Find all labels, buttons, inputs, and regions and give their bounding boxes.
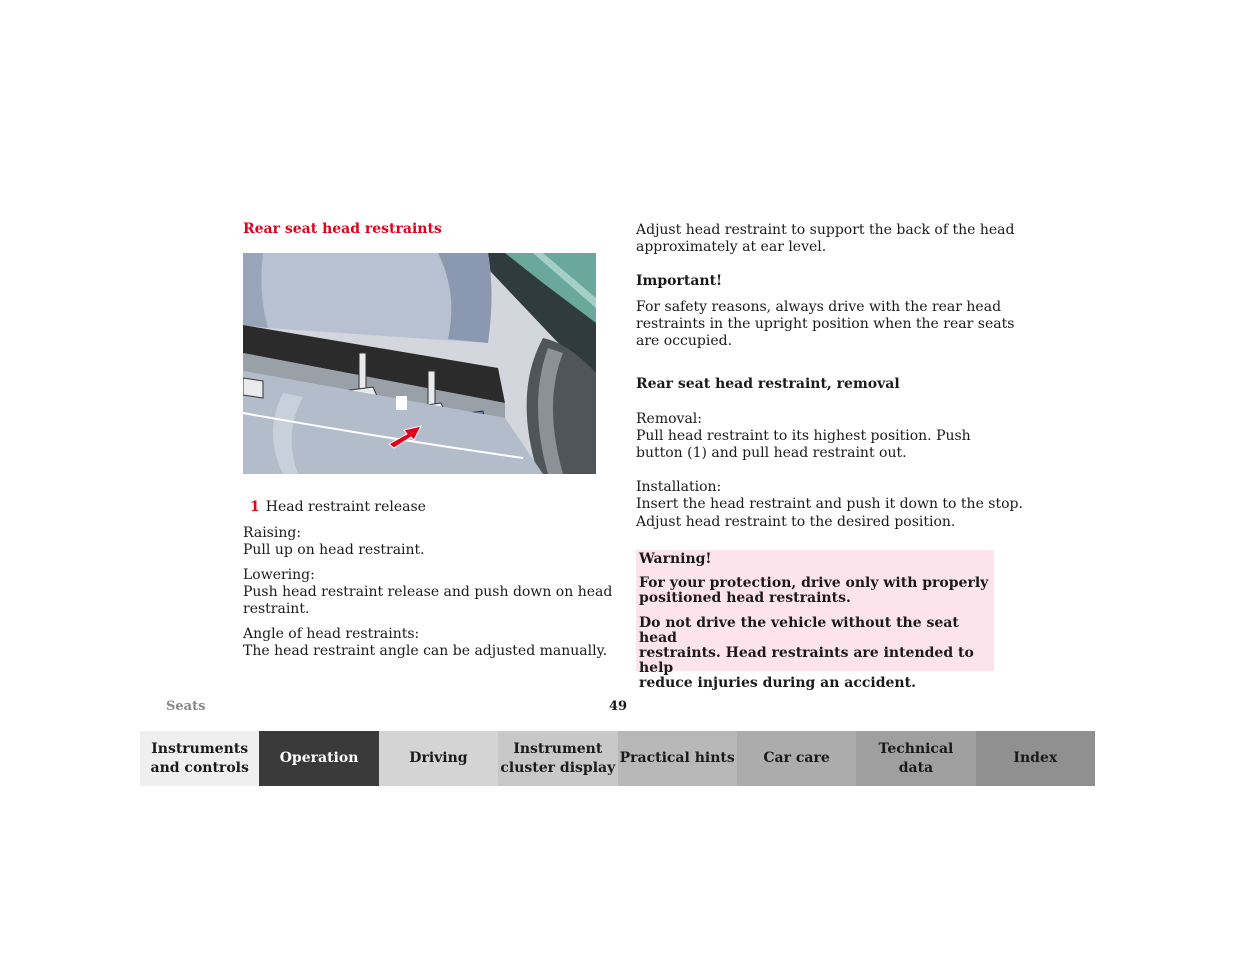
installation-line1: Insert the head restraint and push it down to the stop. [636,496,1023,512]
installation-block [636,479,1023,531]
important-heading: Important! [636,273,723,289]
nav-tab-label-line2: cluster display [500,759,616,776]
caption-number: 1 [250,499,260,515]
removal-block [636,411,971,462]
warning-paragraph-2 [639,616,989,691]
nav-tab-index[interactable] [976,731,1095,786]
angle-text: The head restraint angle can be adjusted manually. [243,643,608,659]
figure-callout-box [396,396,407,410]
nav-tab-label [409,749,467,768]
lowering-text-line1: Push head restraint release and push down on head [243,584,613,600]
figure-caption [243,499,426,515]
head-restraint-illustration [243,253,596,474]
section-name: Seats [166,699,206,714]
warning-p1-line2: positioned head restraints. [639,590,851,606]
nav-tab-label [151,740,249,778]
nav-tab-label-line1: Car care [763,750,830,766]
intro-block [636,222,1015,256]
nav-tab-label-line1: Technical [878,740,954,757]
nav-tab-operation[interactable] [259,731,378,786]
nav-tab-label [500,740,615,778]
nav-tab-practical-hints[interactable] [618,731,737,786]
removal-label: Removal: [636,411,702,427]
angle-block [243,626,607,660]
nav-tab-technical-data[interactable] [856,731,975,786]
nav-tab-label [620,749,735,768]
nav-tab-instruments-and-controls[interactable] [140,731,259,786]
warning-box [636,550,994,691]
nav-tab-driving[interactable] [379,731,498,786]
important-line2: restraints in the upright position when the rear seats [636,316,1015,332]
chapter-navigation [140,731,1095,786]
lowering-block [243,567,612,618]
nav-tab-label-line2: and controls [150,759,249,776]
nav-tab-instrument-cluster-display[interactable] [498,731,617,786]
nav-tab-label-line1: Index [1013,750,1058,766]
lowering-text-line2: restraint. [243,601,310,617]
nav-tab-label [763,749,829,768]
important-block [636,299,1014,350]
nav-tab-label-line2: data [898,759,934,776]
caption-text: Head restraint release [265,499,426,515]
section-heading: Rear seat head restraints [243,221,442,237]
lowering-label: Lowering: [243,567,315,583]
warning-p2-line2: restraints. Head restraints are intended to help [639,645,974,676]
push-arrow-icon [387,418,427,450]
important-line1: For safety reasons, always drive with the rear head [636,299,1002,315]
raising-block [243,525,425,559]
raising-label: Raising: [243,525,302,541]
nav-tab-label [879,740,954,778]
raising-text: Pull up on head restraint. [243,542,425,558]
removal-line1: Pull head restraint to its highest position. Push [636,428,971,444]
nav-tab-label-line1: Operation [279,750,359,766]
intro-line1: Adjust head restraint to support the back of the head [636,222,1015,238]
warning-title: Warning! [639,551,712,567]
nav-tab-car-care[interactable] [737,731,856,786]
warning-p2-line1: Do not drive the vehicle without the seat head [639,615,959,646]
warning-paragraph-1 [639,576,989,606]
installation-line2: Adjust head restraint to the desired position. [636,514,956,530]
warning-p2-line3: reduce injuries during an accident. [639,675,916,691]
nav-tab-label-line1: Instruments [151,740,249,757]
nav-tab-label [1013,749,1057,768]
important-line3: are occupied. [636,333,733,349]
nav-tab-label-line1: Instrument [513,740,603,757]
angle-label: Angle of head restraints: [243,626,420,642]
nav-tab-label [280,749,359,768]
installation-label: Installation: [636,479,722,495]
removal-line2: button (1) and pull head restraint out. [636,445,907,461]
page-number: 49 [609,699,628,714]
nav-tab-label-line1: Driving [409,750,468,766]
warning-p1-line1: For your protection, drive only with properly [639,575,989,591]
intro-line2: approximately at ear level. [636,239,827,255]
nav-tab-label-line1: Practical hints [619,750,735,766]
removal-heading: Rear seat head restraint, removal [636,376,900,392]
